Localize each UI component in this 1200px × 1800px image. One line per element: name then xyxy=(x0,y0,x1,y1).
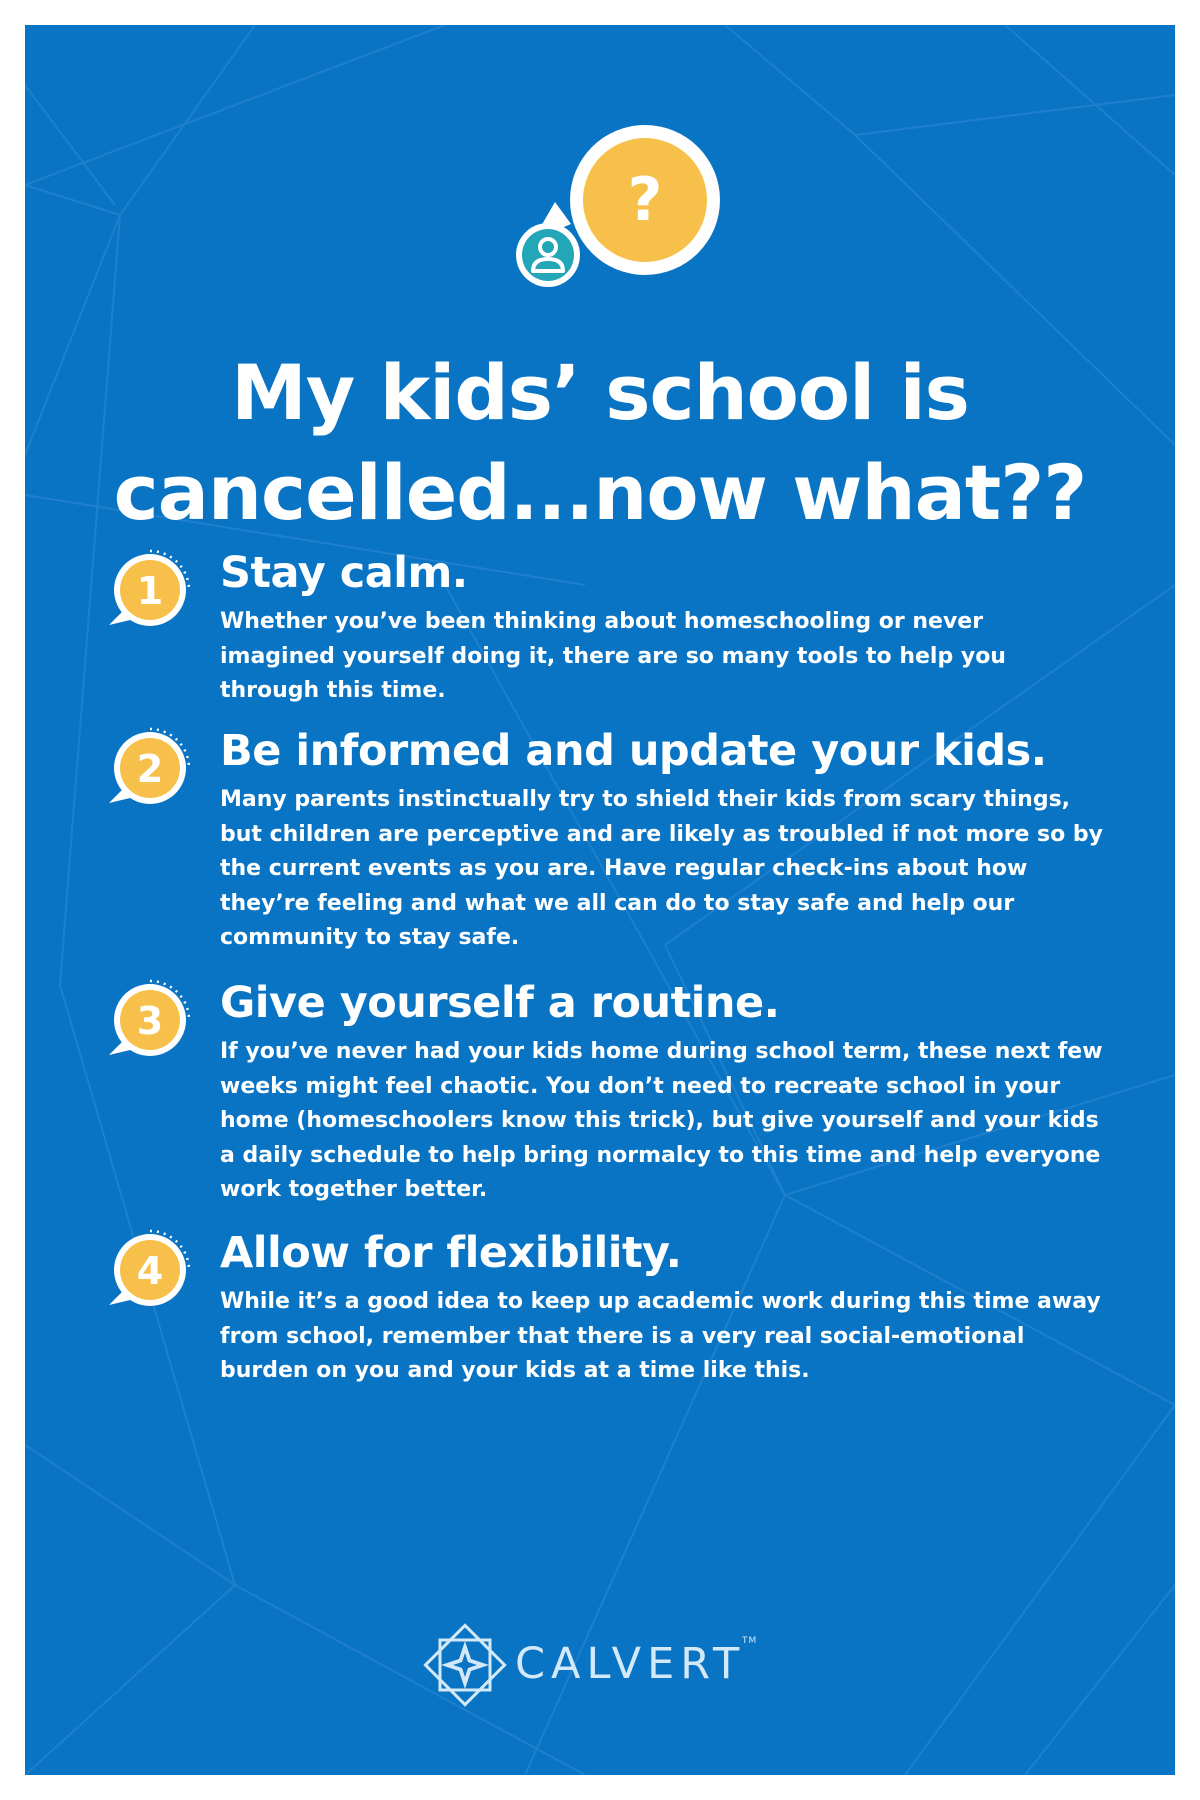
number-badge-icon xyxy=(105,723,195,813)
tip-body: While it’s a good idea to keep up academic work during this time away from school, remember that there is a very real social-emotional burden on you and your kids at a time like this. xyxy=(220,1289,1101,1383)
tip-heading: Allow for flexibility. xyxy=(220,1228,682,1278)
trademark-symbol: TM xyxy=(742,1636,758,1646)
title-line-1: My kids’ school is xyxy=(231,348,969,437)
tip-number: 2 xyxy=(136,747,164,791)
number-badge-icon xyxy=(105,1225,195,1315)
number-badge-icon xyxy=(105,545,195,635)
tip-body: Whether you’ve been thinking about homeschooling or never imagined yourself doing it, there are so many tools to help you through this time. xyxy=(220,609,1006,703)
tip-heading: Stay calm. xyxy=(220,548,468,598)
poster xyxy=(25,25,1175,1775)
tip-number: 3 xyxy=(136,999,164,1043)
calvert-logo xyxy=(420,1620,790,1710)
brand-name: CALVERT xyxy=(515,1639,746,1689)
calvert-diamond-logo-icon xyxy=(420,1620,510,1710)
tip-body: If you’ve never had your kids home during school term, these next few weeks might feel chaotic. You don’t need to recreate school in your home (homeschoolers know this trick), but give yourself and your kids a daily schedule to help bring normalcy to this time and help everyone work together better. xyxy=(220,1039,1103,1202)
tip-heading: Be informed and update your kids. xyxy=(220,726,1047,776)
title-line-2: cancelled...now what?? xyxy=(113,448,1087,537)
tip-number: 4 xyxy=(136,1249,164,1293)
tip-body: Many parents instinctually try to shield their kids from scary things, but children are perceptive and are likely as troubled if not more so by the current events as you are. Have regular check-ins about how they’re feeling and what we all can do to stay safe and help our community to stay safe. xyxy=(220,787,1103,950)
tip-number: 1 xyxy=(136,569,164,613)
question-speech-bubble-icon xyxy=(495,110,735,325)
page-title xyxy=(45,343,1155,543)
number-badge-icon xyxy=(105,975,195,1065)
question-mark: ? xyxy=(627,165,663,235)
tip-heading: Give yourself a routine. xyxy=(220,978,780,1028)
